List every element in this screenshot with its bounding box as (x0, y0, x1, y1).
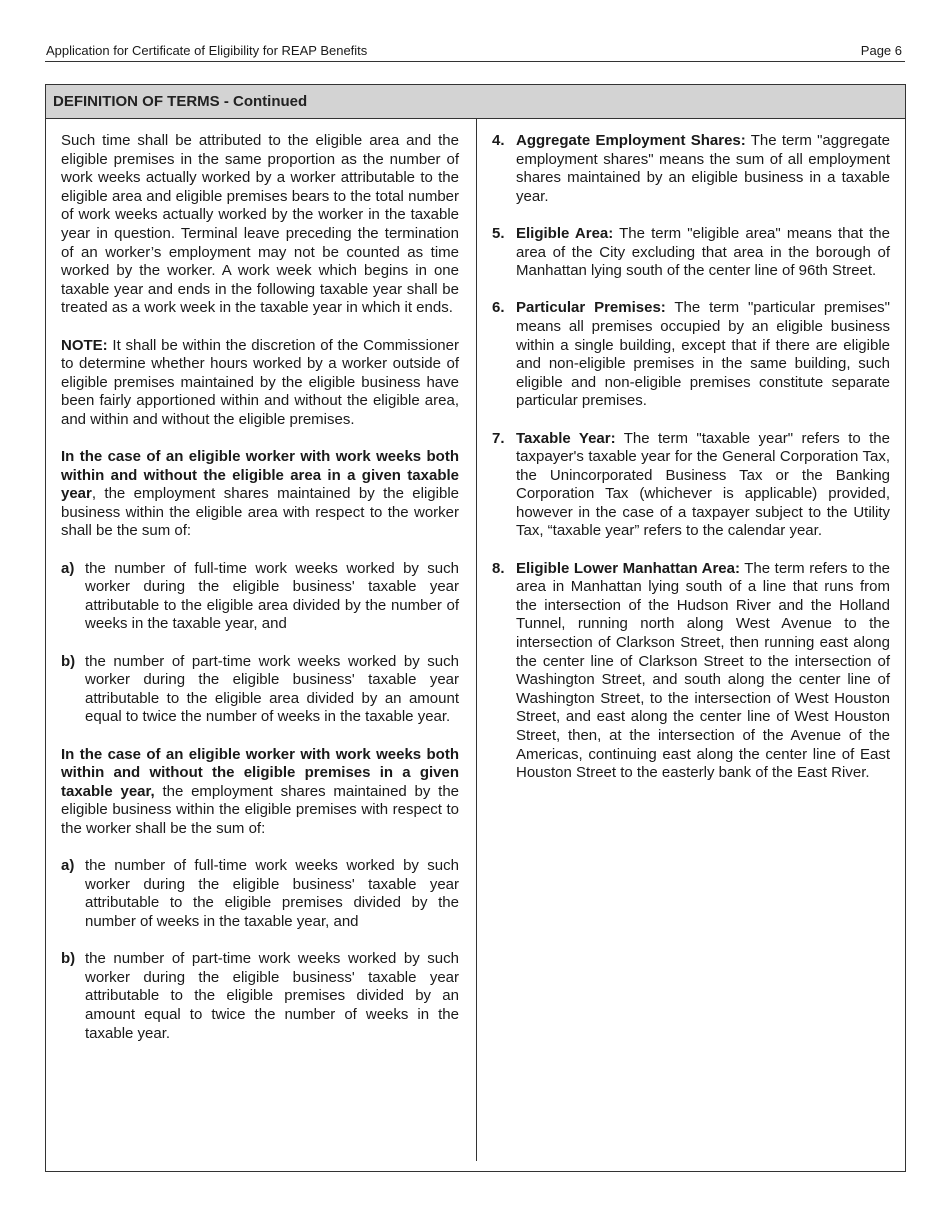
left-column (61, 132, 459, 1062)
list-item-text: the number of full-time work weeks worked by such worker during the eligible business' taxable year attributable to the eligible area divided by the number of weeks in the taxable year, and (85, 559, 459, 633)
area-rule-text: , the employment shares maintained by the eligible business within the eligible area with respect to the worker shall be the sum of: (61, 485, 459, 540)
definition-term: Eligible Lower Manhattan Area: (516, 559, 740, 577)
definition-item (492, 430, 890, 542)
definition-number: 5. (492, 224, 505, 242)
section-title: DEFINITION OF TERMS - Continued (53, 93, 308, 110)
definition-number: 8. (492, 559, 505, 577)
definition-text: The term "particular premises" means all premises occupied by an eligible business within a single building, except that if there are eligible and non-eligible premises in the same building, such eligible and non-eligible premises constitute separate particular premises. (516, 299, 891, 410)
area-rule-bold: In the case of an eligible worker with work weeks both within and without the eligible area in a given taxable year (61, 448, 459, 503)
paragraph-attribution: Such time shall be attributed to the eligible area and the eligible premises in the same proportion as the number of work weeks actually worked by a worker attributable to the eligible area and eligible premises bears to the total number of work weeks actually worked by the worker in the taxable year in question. Terminal leave preceding the termination of an worker’s employment may not be counted as time worked by the worker. A work week which begins in one taxable year and ends in the following taxable year shall be treated as a work week in the taxable year in which it ends. (61, 132, 459, 317)
list-marker: b) (61, 950, 76, 968)
section-title-bar (46, 85, 905, 119)
definition-text: The term "eligible area" means that the area of the City excluding that area in the borough of Manhattan lying south of the center line of 96th Street. (516, 224, 890, 280)
list-item (61, 857, 459, 931)
definition-text: The term "aggregate employment shares" means the sum of all employment shares maintained by an eligible business in a taxable year. (516, 132, 890, 205)
definition-number: 7. (492, 429, 505, 447)
definition-term: Particular Premises: (516, 299, 666, 317)
list-item-text: the number of part-time work weeks worked by such worker during the eligible business' taxable year attributable to the eligible premises divided by an amount equal to twice the number of weeks in the taxable year. (85, 950, 459, 1042)
definition-number: 6. (492, 299, 505, 317)
note-text: It shall be within the discretion of the Commissioner to determine whether hours worked by a worker outside of eligible premises maintained by the eligible business have been fairly apportioned within and without the eligible area, and within and without the eligible premises. (61, 336, 459, 428)
list-marker: b) (61, 652, 76, 670)
list-item (61, 950, 459, 1043)
definition-item (492, 299, 890, 411)
definition-term: Eligible Area: (516, 224, 614, 242)
list-item-text: the number of part-time work weeks worked by such worker during the eligible business' taxable year attributable to the eligible area divided by an amount equal to twice the number of weeks in the taxable year. (85, 652, 459, 726)
header-rule (45, 61, 905, 62)
paragraph-eligible-area-rule (61, 448, 459, 541)
definition-item (492, 560, 890, 783)
document-title: Application for Certificate of Eligibility for REAP Benefits (46, 43, 368, 58)
definition-text: The term "taxable year" refers to the taxpayer's taxable year for the General Corporation Tax, the Unincorporated Business Tax or the Banking Corporation Tax (whichever is applicable) provided, however in the case of a taxpayer subject to the Utility Tax, “taxable year” refers to the calendar year. (516, 429, 890, 540)
column-divider (476, 119, 477, 1161)
list-item (61, 560, 459, 634)
list-item-text: the number of full-time work weeks worked by such worker during the eligible business' taxable year attributable to the eligible premises divided by the number of weeks in the taxable year, and (85, 857, 459, 930)
definition-term: Aggregate Employment Shares: (516, 132, 746, 149)
definition-item (492, 225, 890, 281)
paragraph-eligible-premises-rule (61, 746, 459, 839)
page-header (45, 41, 905, 61)
paragraph-note (61, 337, 459, 430)
definitions-box (45, 84, 906, 1172)
premises-rule-text: the employment shares maintained by the eligible business within the eligible premises with respect to the worker shall be the sum of: (61, 782, 459, 837)
page-number: Page 6 (860, 43, 902, 58)
list-marker: a) (61, 559, 75, 577)
definition-term: Taxable Year: (516, 429, 616, 447)
definition-number: 4. (492, 132, 505, 149)
list-marker: a) (61, 857, 75, 875)
note-label: NOTE: (61, 336, 108, 354)
definition-item (492, 132, 890, 206)
definition-text: The term refers to the area in Manhattan lying south of a line that runs from the intersection of the Hudson River and the Holland Tunnel, running north along West Avenue to the intersection of Clarkson Street, then running east along the center line of Clarkson Street to the intersection of Washington Street, and south along the center line of Washington Street, to the intersection of West Houston Street, and east along the center line of West Houston Street, then, at the intersection of the Avenue of the Americas, continuing east along the center line of East Houston Street to the easterly bank of the East River. (516, 559, 891, 782)
right-column (492, 132, 890, 801)
premises-rule-bold: In the case of an eligible worker with work weeks both within and without the eligible premises in a given taxable year, (61, 745, 459, 800)
list-item (61, 653, 459, 727)
